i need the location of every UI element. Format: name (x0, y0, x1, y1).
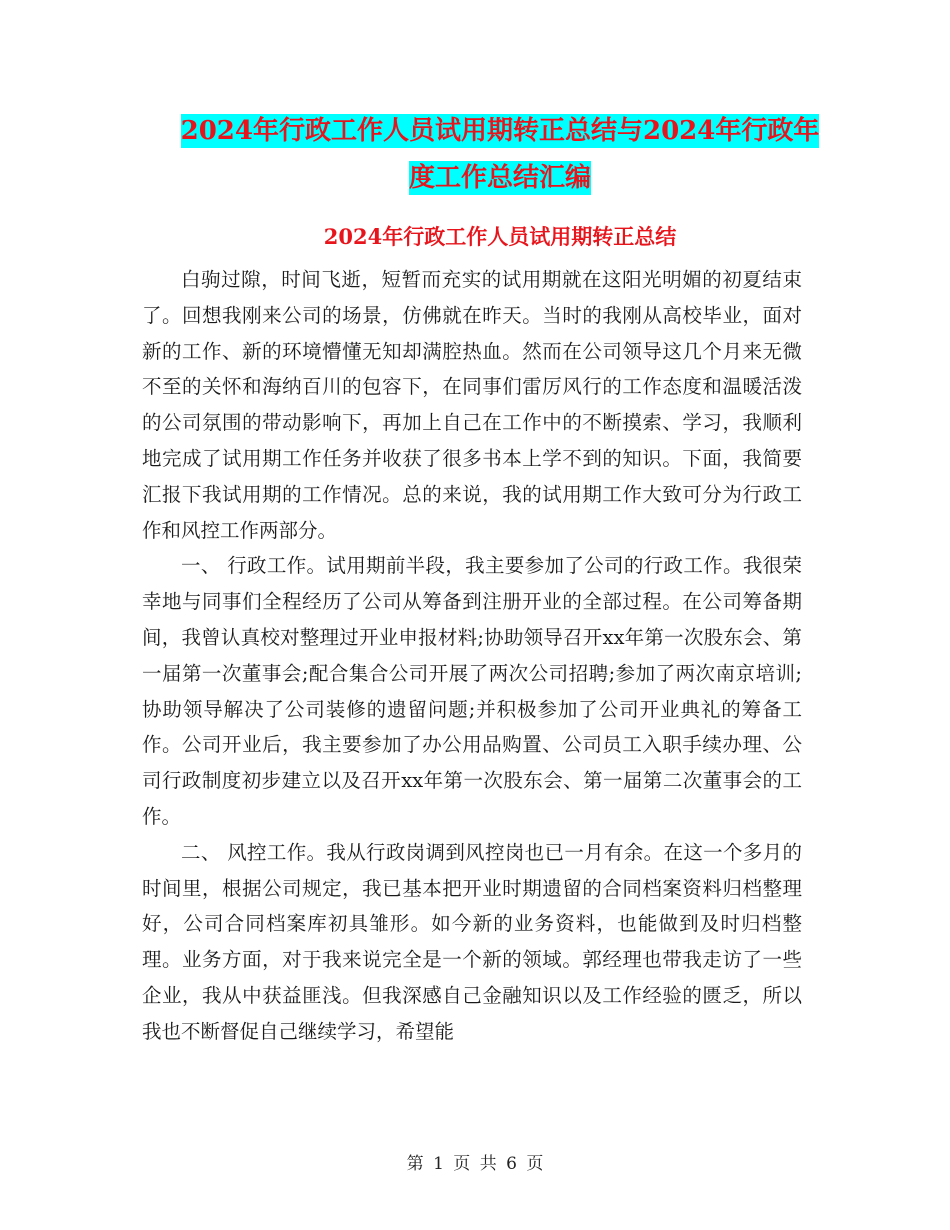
paragraph-risk-control: 二、 风控工作。我从行政岗调到风控岗也已一月有余。在这一个多月的时间里，根据公司规定，我已基本把开业时期遗留的合同档案资料归档整理好，公司合同档案库初具雏形。如今新的业务资料，也能做到及时归档整理。业务方面，对于我来说完全是一个新的领域。郭经理也带我走访了一些企业，我从中获益匪浅。但我深感自己金融知识以及工作经验的匮乏，所以我也不断督促自己继续学习，希望能 (142, 840, 802, 1043)
document-body (142, 262, 802, 1050)
title-line-2: 度工作总结汇编 (408, 163, 591, 193)
section-title: 2024年行政工作人员试用期转正总结 (323, 224, 677, 249)
document-title (140, 108, 860, 202)
paragraph-intro: 白驹过隙，时间飞逝，短暂而充实的试用期就在这阳光明媚的初夏结束了。回想我刚来公司的场景，仿佛就在昨天。当时的我刚从高校毕业，面对新的工作、新的环境懵懂无知却满腔热血。然而在公司领导这几个月来无微不至的关怀和海纳百川的包容下，在同事们雷厉风行的工作态度和温暖活泼的公司氛围的带动影响下，再加上自己在工作中的不断摸索、学习，我顺利地完成了试用期工作任务并收获了很多书本上学不到的知识。下面，我简要汇报下我试用期的工作情况。总的来说，我的试用期工作大致可分为行政工作和风控工作两部分。 (142, 268, 802, 542)
paragraph-admin-work: 一、 行政工作。试用期前半段，我主要参加了公司的行政工作。我很荣幸地与同事们全程经历了公司从筹备到注册开业的全部过程。在公司筹备期间，我曾认真校对整理过开业申报材料;协助领导召开xx年第一次股东会、第一届第一次董事会;配合集合公司开展了两次公司招聘;参加了两次南京培训;协助领导解决了公司装修的遗留问题;并积极参加了公司开业典礼的筹备工作。公司开业后，我主要参加了办公用品购置、公司员工入职手续办理、公司行政制度初步建立以及召开xx年第一次股东会、第一届第二次董事会的工作。 (142, 554, 802, 828)
title-line-1: 2024年行政工作人员试用期转正总结与2024年行政年 (180, 116, 820, 146)
page-footer: 第 1 页 共 6 页 (406, 1154, 544, 1174)
